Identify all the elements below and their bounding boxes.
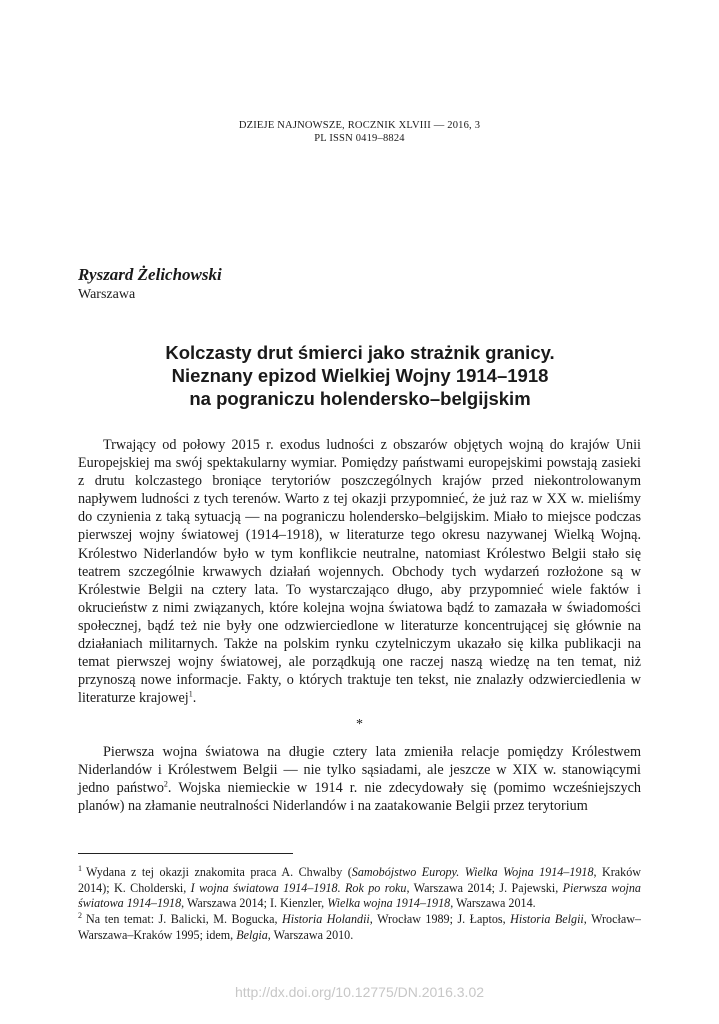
paragraph-1-text: Trwający od połowy 2015 r. exodus ludności z obszarów objętych wojną do krajów Unii Europejskiej ma swój spektakularny wymiar. Pomiędzy państwami europejskimi powstają zasieki z drutu kolczastego broniące terytoriów poszczególnych krajów przed niekontrolowanym napływem ludności z tych terenów. Warto z tej okazji przypomnieć, że już raz w XX w. mieliśmy do czynienia z taką sytuacją — na pograniczu holendersko–belgijskim. Miało to miejsce podczas pierwszej wojny światowej (1914–1918), w literaturze tego okresu nazywanej Wielką Wojną. Królestwo Niderlandów było w tym konflikcie neutralne, natomiast Królestwo Belgii stało się teatrem szczególnie krwawych działań wojennych. Obchody tych wydarzeń rozłożone są w Królestwie Belgii na cztery lata. To wystarczająco długo, aby przypomnieć wiele faktów i okrucieństw z nimi związanych, które kolejna wojna światowa bądź to zamazała w świadomości społecznej, bądź też nie były one odzwierciedlone w literaturze koncentrującej się głównie na działaniach militarnych. Także na polskim rynku czytelniczym ukazało się kilka publikacji na temat pierwszej wojny światowej, ale porządkują one raczej naszą wiedzę na ten temat, niż przynoszą nowe informacje. Fakty, o których traktuje ten tekst, nie znalazły odzwierciedlenia w literaturze krajowej xyxy=(78,437,641,707)
author-affiliation: Warszawa xyxy=(78,287,136,302)
footnote-number: 1 xyxy=(78,863,82,873)
footnote-text: , Warszawa 2014; I. Kienzler, xyxy=(181,896,328,911)
journal-title-line: DZIEJE NAJNOWSZE, ROCZNIK XLVIII — 2016, 3 xyxy=(238,120,481,131)
title-line-1: Kolczasty drut śmierci jako strażnik granicy. xyxy=(165,342,555,363)
footnote-text: , Kraków 2014); K. Cholderski, xyxy=(78,865,641,895)
footnote-italic-title: Historia Belgii xyxy=(510,912,584,927)
footnote-2 xyxy=(78,912,641,943)
article-title xyxy=(60,341,660,410)
issn-line: PL ISSN 0419–8824 xyxy=(314,133,405,144)
footnote-text: Wydana z tej okazji znakomita praca A. Chwalby ( xyxy=(86,865,352,879)
title-line-2: Nieznany epizod Wielkiej Wojny 1914–1918 xyxy=(171,365,549,386)
footnote-rule xyxy=(78,853,293,854)
footnote-italic-title: Samobójstwo Europy. Wielka Wojna 1914–1918 xyxy=(351,865,594,879)
footnotes xyxy=(78,865,641,944)
footnote-1 xyxy=(78,865,641,912)
footnote-ref-2[interactable]: 2 xyxy=(163,779,168,789)
paragraph-2-text-a: Pierwsza wojna światowa na długie cztery lata zmieniła relacje pomiędzy Królestwem Niderlandów i Królestwem Belgii — nie tylko sąsiadami, ale jeszcze w XIX w. stanowiącymi jedno państwo xyxy=(78,744,641,797)
journal-header xyxy=(0,119,719,145)
paragraph-1 xyxy=(78,436,641,707)
footnote-italic-title: Pierwsza wojna światowa 1914–1918 xyxy=(78,880,641,911)
paragraph-1-end: . xyxy=(192,690,197,707)
footnote-text: , Warszawa 2010. xyxy=(267,927,354,942)
doi-link[interactable]: http://dx.doi.org/10.12775/DN.2016.3.02 xyxy=(234,984,485,1000)
title-line-3: na pograniczu holendersko–belgijskim xyxy=(189,388,531,409)
author-name: Ryszard Żelichowski xyxy=(78,265,222,284)
paragraph-2 xyxy=(78,743,641,815)
footnote-text: , Warszawa 2014. xyxy=(450,896,536,911)
section-separator: * xyxy=(356,717,363,732)
footnote-italic-title: I wojna światowa 1914–1918. Rok po roku xyxy=(190,880,407,895)
footnote-text: , Warszawa 2014; J. Pajewski, xyxy=(406,880,563,895)
footnote-number: 2 xyxy=(78,911,82,921)
paragraph-2-text-b: . Wojska niemieckie w 1914 r. nie zdecydowały się (pomimo wcześniejszych planów) na złamanie neutralności Niderlandów i na zaatakowanie Belgii przez terytorium xyxy=(78,780,642,815)
footnote-text: Na ten temat: J. Balicki, M. Bogucka, xyxy=(86,912,282,927)
footnote-italic-title: Belgia xyxy=(236,927,268,942)
footnote-ref-1[interactable]: 1 xyxy=(188,689,193,699)
footnote-italic-title: Wielka wojna 1914–1918 xyxy=(327,896,451,911)
footnote-italic-title: Historia Holandii xyxy=(281,912,370,927)
footnote-text: , Wrocław–Warszawa–Kraków 1995; idem, xyxy=(78,912,641,942)
footnote-text: , Wrocław 1989; J. Łaptos, xyxy=(369,912,511,927)
